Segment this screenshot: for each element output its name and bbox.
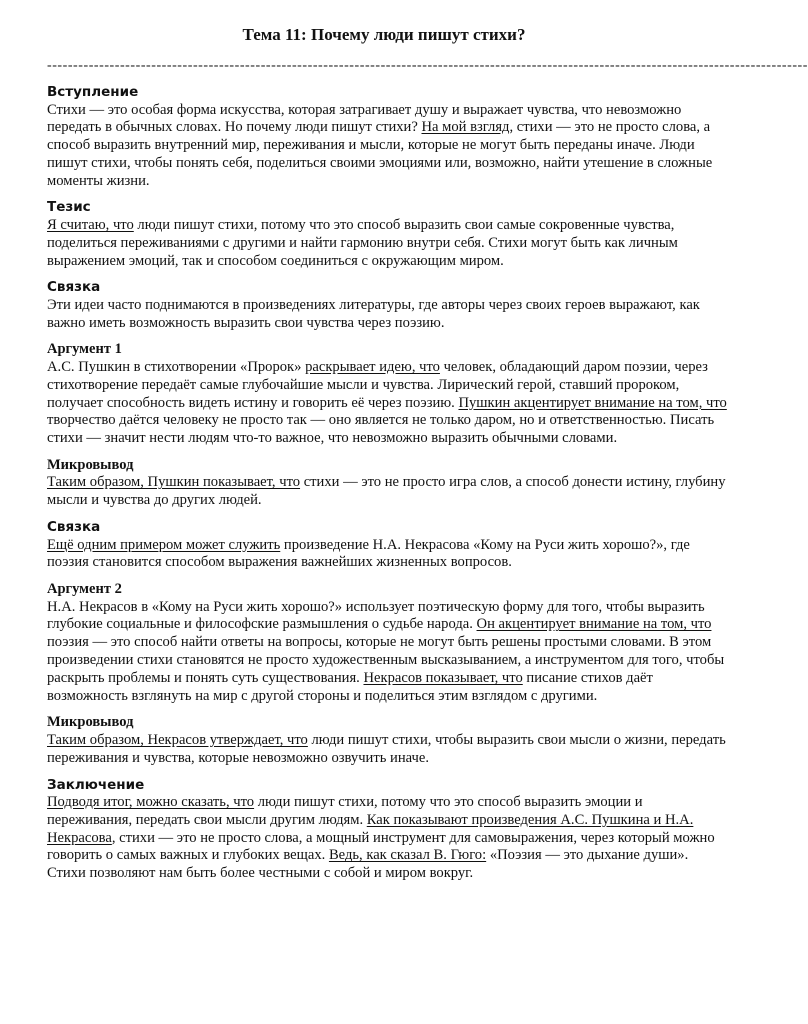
underlined-phrase: Подводя итог, можно сказать, что <box>47 794 255 811</box>
section <box>47 777 727 883</box>
text-run: люди пишут стихи, потому что это способ выразить свои самые сокровенные чувства, поделиться переживаниями с другими и найти гармонию внутри себя. Стихи могут быть как личным выражением эмоций, так и способом соединиться с окружающим миром. <box>47 216 678 269</box>
section <box>47 279 727 332</box>
underlined-phrase: Таким образом, Некрасов утверждает, что <box>47 731 308 748</box>
underlined-phrase: Пушкин акцентирует внимание на том, что <box>458 394 727 411</box>
text-run: А.С. Пушкин в стихотворении «Пророк» <box>47 358 306 375</box>
section-heading: Связка <box>47 519 101 536</box>
underlined-phrase: Он акцентирует внимание на том, что <box>476 616 712 633</box>
text-run: стихи — это не просто игра слов, а способ донести истину, глубину мысли и чувства до других людей. <box>47 474 726 509</box>
section <box>47 84 727 190</box>
text-run: произведение Н.А. Некрасова «Кому на Руси жить хорошо?», где поэзия становится способом выражения важнейших жизненных вопросов. <box>47 536 690 571</box>
text-run: Эти идеи часто поднимаются в произведениях литературы, где авторы через своих героев выражают, как важно иметь возможность выразить свои чувства через поэзию. <box>47 296 700 331</box>
text-run: люди пишут стихи, потому что это способ выразить эмоции и переживания, передать свои мысли другим людям. <box>47 794 643 828</box>
section-heading: Вступление <box>47 84 139 100</box>
underlined-phrase: Ещё одним примером может служить <box>47 536 281 553</box>
section <box>47 519 727 572</box>
underlined-phrase: Некрасов показывает, что <box>363 669 523 686</box>
section <box>47 199 727 270</box>
section-paragraph <box>47 537 727 573</box>
section-paragraph <box>47 102 727 191</box>
text-run: люди пишут стихи, чтобы выразить свои мысли о жизни, передать переживания и чувства, которые невозможно озвучить иначе. <box>47 731 726 766</box>
section <box>47 714 727 767</box>
text-run: творчество даётся человеку не просто так — оно является не только даром, но и ответственностью. Писать стихи — значит нести людям что-то важное, что невозможно выразить обычными словами. <box>47 412 715 447</box>
text-run: писание стихов даёт возможность взглянуть на мир с другой стороны и поделиться этим взглядом с другими. <box>47 669 653 704</box>
section-heading: Аргумент 2 <box>47 581 122 598</box>
text-run: человек, обладающий даром поэзии, через стихотворение передаёт самые глубочайшие мысли и чувства. Лирический герой, ставший пророком, получает способность видеть истину и говорить её через поэзию. <box>47 358 708 411</box>
section-heading: Микровывод <box>47 714 134 731</box>
text-run: «Поэзия — это дыхание души». Стихи позволяют нам быть более честными с собой и миром вокруг. <box>47 847 689 882</box>
text-run: поэзия — это способ найти ответы на вопросы, которые не могут быть решены простыми словами. В этом произведении стихи становятся не просто художественным высказыванием, а инструментом для того, чтобы раскрыть проблемы и понять суть существования. <box>47 634 725 686</box>
underlined-phrase: Я считаю, что <box>47 216 134 233</box>
underlined-phrase: раскрывает идею, что <box>305 358 440 375</box>
document-body <box>47 84 727 892</box>
section-heading: Связка <box>47 279 101 296</box>
section-paragraph <box>47 297 727 333</box>
section-paragraph <box>47 599 727 706</box>
text-run: , стихи — это не просто слова, а мощный инструмент для самовыражения, через который можно говорить о самых важных и глубоких вещах. <box>47 829 715 864</box>
section <box>47 341 727 447</box>
underlined-phrase: Ведь, как сказал В. Гюго: <box>328 847 487 864</box>
section-heading: Заключение <box>47 776 145 793</box>
section-heading: Аргумент 1 <box>47 341 122 358</box>
section <box>47 581 727 705</box>
text-run: Н.А. Некрасов в «Кому на Руси жить хорошо?» использует поэтическую форму для того, чтобы выразить глубокие социальные и философские размышления о судьбе народа. <box>47 598 705 633</box>
section-paragraph <box>47 794 727 883</box>
text-run: Стихи — это особая форма искусства, которая затрагивает душу и выражает чувства, что невозможно передать в обычных словах. Но почему люди пишут стихи? <box>47 101 682 136</box>
section <box>47 457 727 510</box>
underlined-phrase: Таким образом, Пушкин показывает, что <box>47 474 301 491</box>
separator-line: -------------------------------------------------------------------------------------------------------------------------------------------------- <box>47 58 808 73</box>
underlined-phrase: На мой взгляд <box>421 119 510 136</box>
section-paragraph <box>47 732 727 768</box>
underlined-phrase: Как показывают произведения А.С. Пушкина и Н.А. Некрасова <box>47 811 694 846</box>
text-run: , стихи — это не просто слова, а способ выразить внутренний мир, переживания и мысли, которые не могут быть переданы иначе. Люди пишут стихи, чтобы понять себя, поделиться своими эмоциями или, возможно, найти утешение в сложные моменты жизни. <box>47 119 713 189</box>
document-title: Тема 11: Почему люди пишут стихи? <box>242 25 526 44</box>
section-heading: Тезис <box>47 199 91 216</box>
section-paragraph <box>47 474 727 510</box>
section-paragraph <box>47 217 727 270</box>
section-heading: Микровывод <box>47 456 134 473</box>
section-paragraph <box>47 359 727 448</box>
